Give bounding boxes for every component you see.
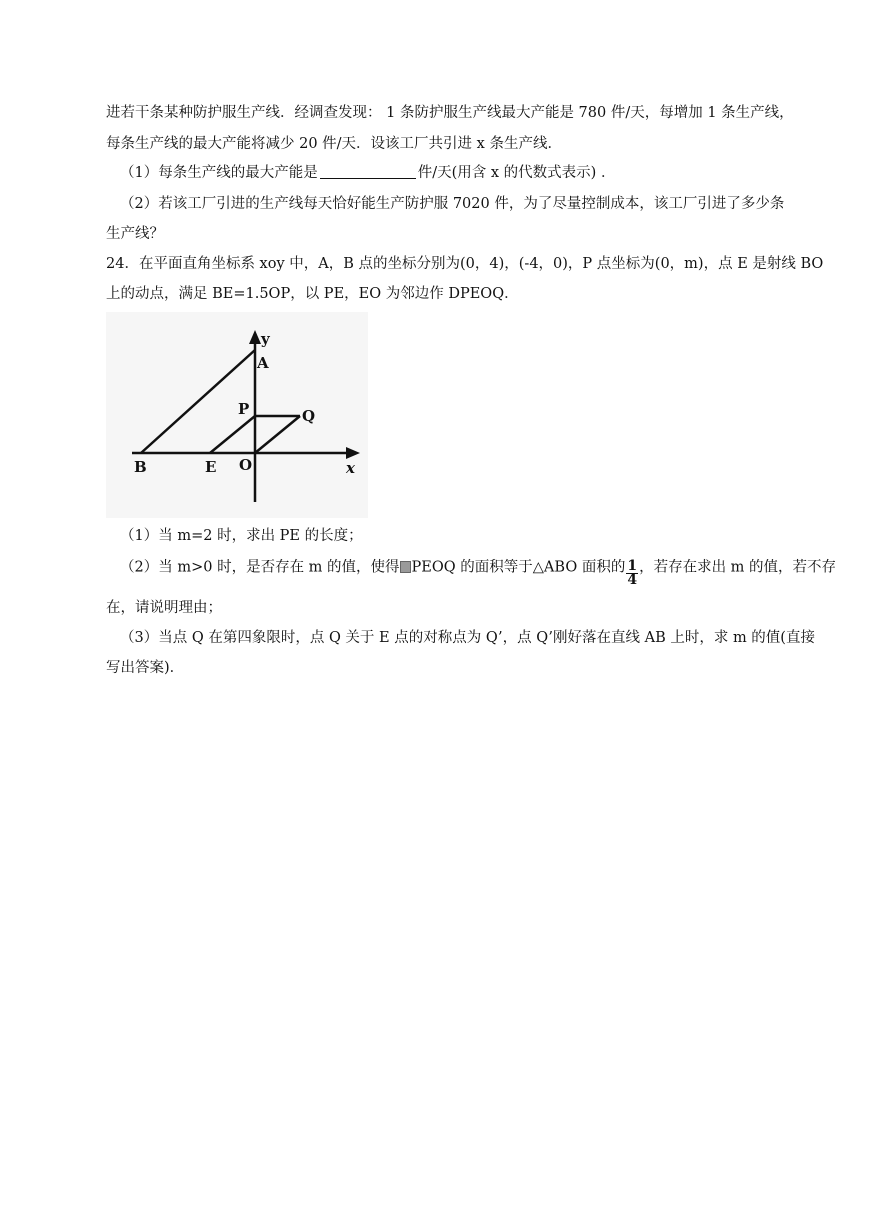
label-q: Q [302,407,316,425]
label-y: y [261,330,270,348]
problem-24-line-2: 上的动点，满足 BE=1.5OP，以 PE，EO 为邻边作 DPEOQ． [106,286,519,302]
problem-24-question-2-line-1 [120,554,837,588]
coordinate-diagram [106,312,368,518]
y-axis-arrow [249,330,261,344]
fraction-one-quarter [626,560,638,587]
coordinate-figure [106,312,368,518]
label-x: x [346,459,355,477]
question-1-text-after: 件/天(用含 x 的代数式表示) ． [417,165,616,181]
label-b: B [134,458,147,476]
problem-intro-line-1: 进若干条某种防护服生产线．经调查发现： 1 条防护服生产线最大产能是 780 件/天，每增加 1 条生产线， [106,105,794,121]
segment-pe [210,416,255,453]
problem-24-question-2-line-2: 在，请说明理由； [106,600,222,616]
q2-text-before: （2）当 m>0 时，是否存在 m 的值，使得 [120,559,400,576]
problem-24-question-1: （1）当 m=2 时，求出 PE 的长度； [120,528,363,544]
problem-24-question-3-line-1: （3）当点 Q 在第四象限时，点 Q 关于 E 点的对称点为 Q’，点 Q’刚好落在直线 AB 上时，求 m 的值(直接 [120,630,815,646]
q2-text-mid: PEOQ 的面积等于△ABO 面积的 [411,559,626,576]
problem-24-line-1: 24．在平面直角坐标系 xoy 中，A，B 点的坐标分别为(0，4)，(-4，0)，P 点坐标为(0，m)，点 E 是射线 BO [106,256,824,272]
answer-blank [320,164,416,179]
fraction-numerator: 1 [627,558,638,574]
fraction-denominator: 4 [627,572,638,588]
question-1 [120,163,615,183]
label-p: P [238,400,250,418]
question-2-line-2: 生产线？ [106,226,164,242]
x-axis-arrow [346,447,360,459]
parallelogram-symbol-icon [400,561,411,573]
question-2-line-1: （2）若该工厂引进的生产线每天恰好能生产防护服 7020 件，为了尽量控制成本，该工厂引进了多少条 [120,196,785,212]
label-a: A [257,354,269,372]
question-1-text: （1）每条生产线的最大产能是 [120,165,318,181]
label-o: O [239,456,253,474]
segment-qo [255,416,300,453]
problem-24-question-3-line-2: 写出答案)． [106,660,185,676]
q2-text-after: ，若存在求出 m 的值，若不存 [639,559,837,576]
label-e: E [205,458,217,476]
problem-intro-line-2: 每条生产线的最大产能将减少 20 件/天．设该工厂共引进 x 条生产线． [106,136,562,152]
